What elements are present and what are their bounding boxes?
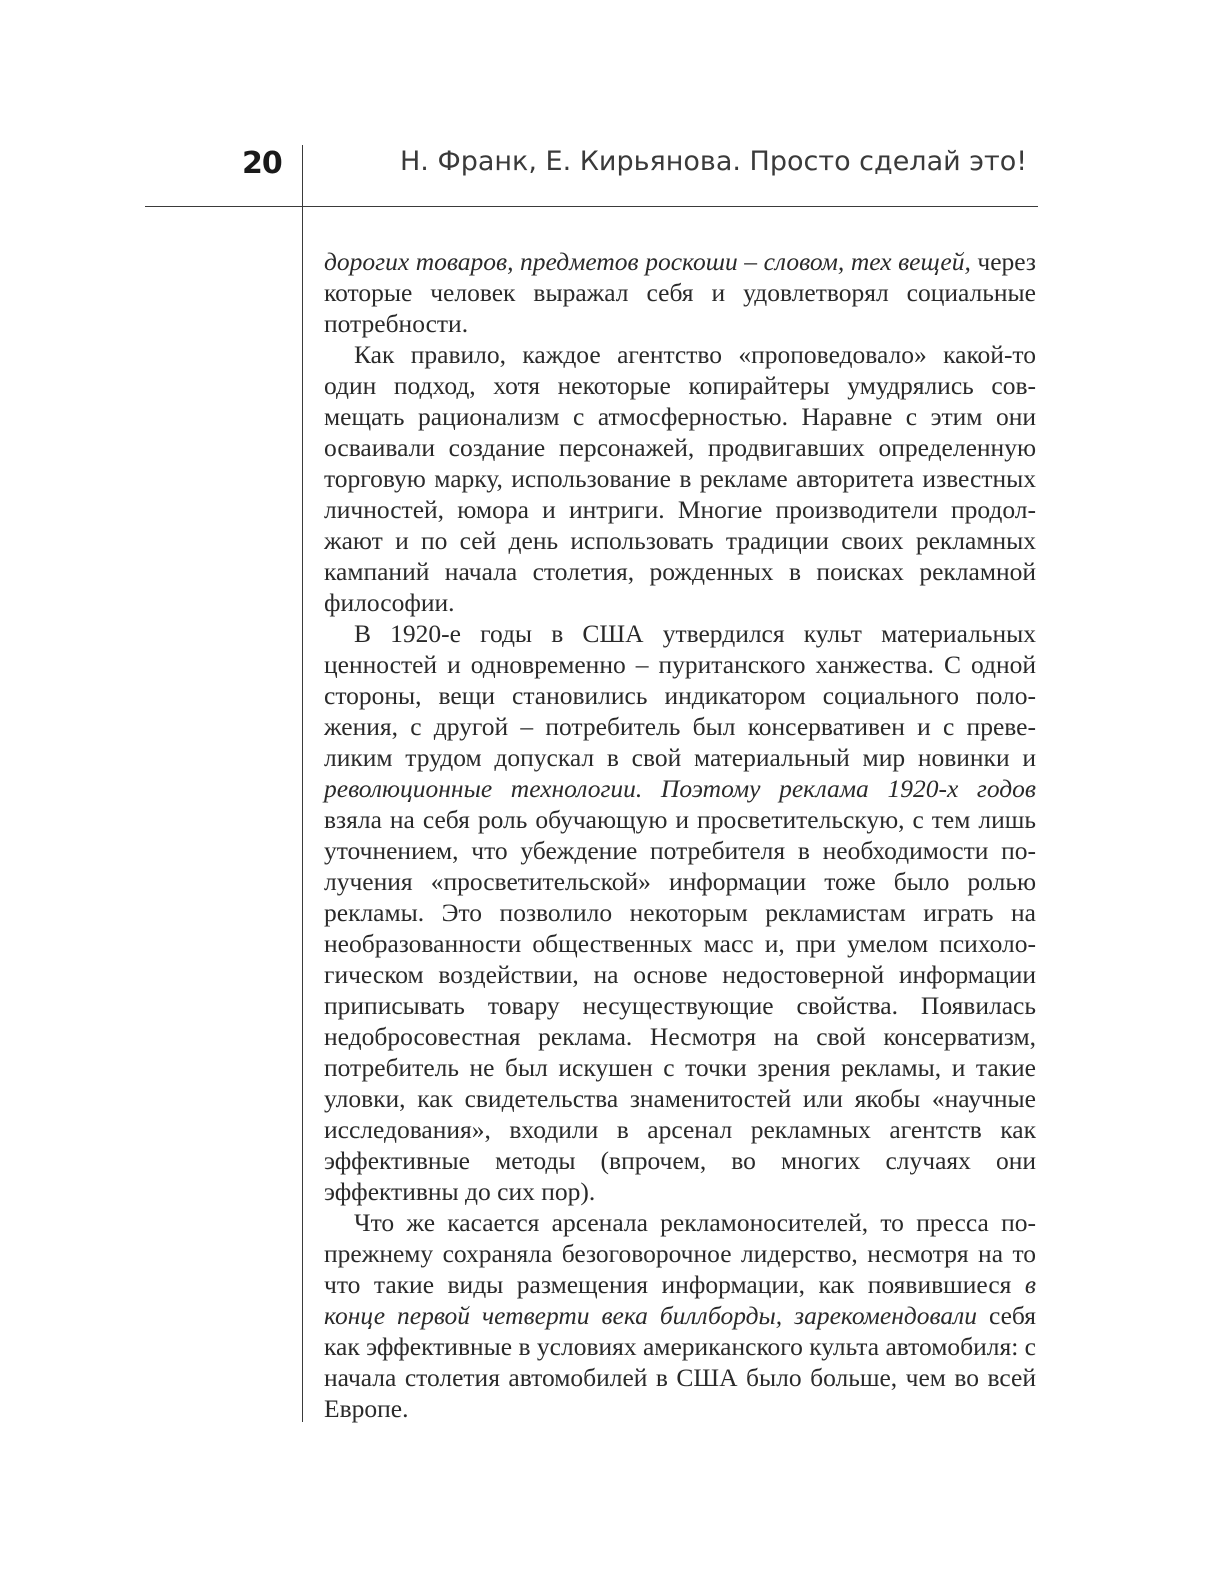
paragraph-2-text: Как правило, каждое агентство «проповедовало» какой-то один подход, хотя некоторые копирайтеры умудрялись совмещать рационализм с атмосферностью. Наравне с этим они осваивали создание персонажей, продвигавших определенную торговую марку, использование в рекламе авторитета известных личностей, юмора и интриги. Многие производители продолжают и по сей день использовать традиции своих рекламных кампаний начала столетия, рожденных в поисках рекламной философии. (324, 340, 1036, 617)
page-number: 20 (242, 146, 282, 181)
paragraph-1-text-2: через которые человек выражал себя и удовлетворял социальные потребности. (324, 247, 1036, 338)
header-rule (145, 206, 1038, 207)
running-title: Н. Франк, Е. Кирьянова. Просто сделай это! (400, 146, 1028, 177)
paragraph-4-text-1: Что же касается арсенала рекламоносителей, то пресса по-прежнему сохраняла безоговорочное лидерство, несмотря на то что такие виды размещения информации, как появившиеся (324, 1208, 1036, 1299)
paragraph-3-italic: революционные технологии. Поэтому реклама 1920-х годов (324, 774, 1036, 803)
paragraph-4 (324, 1207, 1036, 1424)
paragraph-3-text-1: В 1920-е годы в США утвердился культ материальных ценностей и одновременно – пуританского ханжества. С одной стороны, вещи становились индикатором социального положения, с другой – потребитель был консервативен и с превеликим трудом допускал в свой материальный мир новинки и (324, 619, 1036, 772)
paragraph-3-text-2: взяла на себя роль обучающую и просветительскую, с тем лишь уточнением, что убеждение потребителя в необходимости получения «просветительской» информации тоже было ролью рекламы. Это позволило некоторым рекламистам играть на необразованности общественных масс и, при умелом психологическом воздействии, на основе недостоверной информации приписывать товару несуществующие свойства. Появилась недобросовестная реклама. Несмотря на свой консерватизм, потребитель не был искушен с точки зрения рекламы, и такие уловки, как свидетельства знаменитостей или якобы «научные исследования», входили в арсенал рекламных агентств как эффективные методы (впрочем, во многих случаях они эффективны до сих пор). (324, 805, 1036, 1206)
body-text (324, 246, 1036, 1424)
paragraph-4-text-2: себя как эффективные в условиях американского культа автомобиля: с начала столетия автомобилей в США было больше, чем во всей Европе. (324, 1301, 1036, 1423)
paragraph-4-italic: в конце первой четверти века биллборды, зарекомендовали (324, 1270, 1036, 1330)
paragraph-1 (324, 246, 1036, 339)
paragraph-2 (324, 339, 1036, 618)
paragraph-3 (324, 618, 1036, 1207)
paragraph-1-italic-1: дорогих товаров, предметов роскоши – словом, тех вещей, (324, 247, 971, 276)
vertical-rule (302, 145, 303, 1422)
